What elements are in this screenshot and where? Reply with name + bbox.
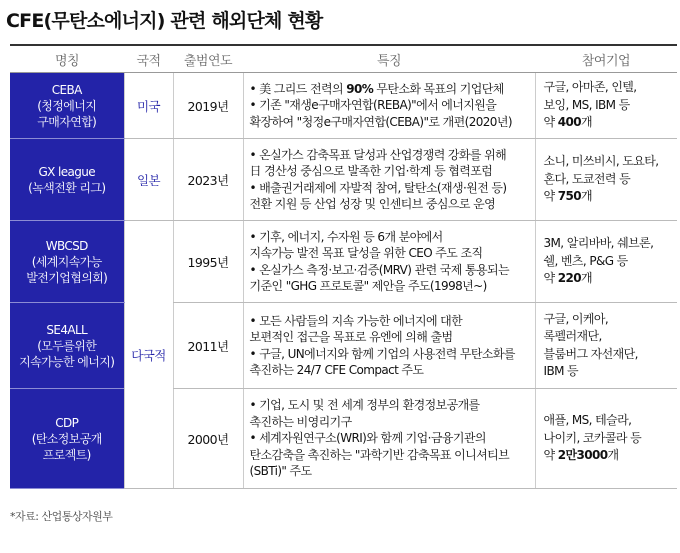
participants-cell — [535, 389, 677, 489]
feature-line — [250, 229, 535, 246]
participant-line-text: IBM 등 — [543, 364, 579, 378]
org-name-cell — [10, 139, 124, 221]
feature-line-text: 무탄소화 목표의 기업단체 — [373, 81, 504, 96]
org-name-cell — [10, 221, 124, 303]
year-cell: 2011년 — [173, 303, 243, 389]
participant-line — [544, 114, 678, 132]
participant-line-text: 약 — [543, 115, 558, 130]
participant-line-text: 나이키, 코카콜라 등 — [543, 430, 642, 445]
participants-cell — [535, 139, 677, 221]
feature-line-text: 지속가능 발전 목표 달성을 위한 CEO 주도 조직 — [249, 246, 483, 260]
feature-line-text: 탄소감축을 촉진하는 "과학기반 감축목표 이니셔티브 — [249, 447, 510, 462]
feature-line-text: 확장하여 "청정e구매자연합(CEBA)"로 개편(2020년) — [249, 114, 512, 129]
feature-line — [250, 81, 535, 98]
feature-line — [250, 262, 535, 279]
table-body — [10, 73, 677, 489]
org-name-line: CDP — [55, 415, 79, 430]
org-name-line: (세계지속가능 — [31, 254, 102, 269]
participant-line-text: 혼다, 도쿄전력 등 — [543, 171, 631, 186]
org-name-line: GX league — [38, 164, 96, 179]
participant-line-text: 3M, 알리바바, 쉐브론, — [543, 236, 654, 251]
participant-line — [544, 253, 678, 271]
org-name-line: 지속가능한 에너지) — [19, 354, 115, 369]
participants-cell — [535, 73, 677, 139]
year-cell: 1995년 — [173, 221, 243, 303]
feature-line-text: • 배출권거래제에 자발적 참여, 탈탄소(재생·원전 등) — [249, 180, 507, 195]
participant-line-text: 750 — [557, 189, 581, 204]
header-participants: 참여기업 — [535, 45, 677, 73]
header-name: 명칭 — [10, 45, 124, 73]
participant-line — [544, 270, 678, 288]
participant-line — [544, 311, 678, 329]
feature-line — [250, 463, 535, 480]
feature-line — [250, 196, 535, 213]
participants-cell — [535, 221, 677, 303]
table-header-row — [10, 45, 677, 73]
participant-line-text: 220 — [557, 271, 581, 286]
header-year: 출범연도 — [173, 45, 243, 73]
org-name-line: (녹색전환 리그) — [28, 180, 106, 195]
source-note: *자료: 산업통상자원부 — [10, 510, 113, 523]
feature-line — [250, 97, 535, 114]
year-cell: 2023년 — [173, 139, 243, 221]
feature-line-text: • 온실가스 감축목표 달성과 산업경쟁력 강화를 위해 — [249, 147, 507, 162]
feature-line-text: • 세계자원연구소(WRI)와 함께 기업·금융기관의 — [249, 431, 486, 446]
participant-line — [544, 346, 678, 364]
feature-line-text: 90% — [346, 81, 374, 96]
feature-line-text: 기준인 "GHG 프로토콜" 제안을 주도(1998년~) — [249, 279, 487, 293]
feature-line-text: • 美 그리드 전력의 — [249, 81, 347, 96]
participant-line-text: 개 — [580, 271, 592, 286]
participant-line — [544, 171, 678, 189]
year-cell: 2000년 — [173, 389, 243, 489]
participant-line — [544, 412, 678, 430]
feature-line-text: 日 경산성 중심으로 발족한 기업·학계 등 협력포럼 — [249, 164, 493, 178]
participant-line-text: 록펠러재단, — [543, 329, 602, 343]
table-row — [10, 389, 677, 489]
feature-line — [250, 313, 535, 330]
participant-line-text: 쉘, 벤츠, P&G 등 — [543, 253, 628, 268]
feature-line-text: • 구글, UN에너지와 함께 기업의 사용전력 무탄소화를 — [249, 346, 515, 361]
country-cell: 일본 — [124, 139, 173, 221]
participant-line — [544, 363, 678, 381]
feature-line — [250, 397, 535, 414]
feature-line — [250, 362, 535, 379]
features-cell — [243, 389, 535, 489]
feature-line — [250, 329, 535, 346]
feature-line — [250, 245, 535, 262]
participant-line — [544, 153, 678, 171]
feature-line — [250, 163, 535, 180]
org-name-cell — [10, 73, 124, 139]
feature-line-text: • 기후, 에너지, 수자원 등 6개 분야에서 — [249, 229, 443, 244]
feature-line-text: • 기업, 도시 및 전 세계 정부의 환경정보공개를 — [249, 398, 480, 413]
participant-line — [544, 328, 678, 346]
header-country: 국적 — [124, 45, 173, 73]
org-name-line: 구매자연합) — [37, 114, 97, 129]
participant-line — [544, 79, 678, 97]
feature-line-text: • 기존 "재생e구매자연합(REBA)"에서 에너지원을 — [249, 98, 497, 113]
feature-line-text: (SBTi)" 주도 — [249, 464, 312, 479]
features-cell — [243, 73, 535, 139]
participant-line-text: 개 — [580, 115, 592, 130]
participant-line — [544, 97, 678, 115]
org-name-line: 프로젝트) — [42, 447, 91, 462]
features-cell — [243, 303, 535, 389]
participants-cell — [535, 303, 677, 389]
participant-line-text: 애플, MS, 테슬라, — [543, 413, 632, 428]
participant-line-text: 개 — [580, 189, 592, 204]
org-name-line: (모두를위한 — [37, 338, 97, 353]
table-row — [10, 73, 677, 139]
table-row — [10, 139, 677, 221]
table-row — [10, 303, 677, 389]
page-title: CFE(무탄소에너지) 관련 해외단체 현황 — [6, 10, 323, 32]
org-name-line: SE4ALL — [46, 322, 88, 337]
features-cell — [243, 139, 535, 221]
participant-line-text: 블룸버그 자선재단, — [543, 346, 638, 361]
feature-line — [250, 278, 535, 295]
country-cell: 미국 — [124, 73, 173, 139]
org-name-cell — [10, 389, 124, 489]
participant-line-text: 약 — [543, 271, 558, 286]
feature-line — [250, 414, 535, 431]
org-name-line: (청정에너지 — [37, 98, 97, 113]
participant-line — [544, 188, 678, 206]
feature-line-text: 전환 지원 등 산업 성장 및 인센티브 중심으로 운영 — [249, 197, 496, 211]
org-name-line: 발전기업협의회) — [26, 270, 108, 285]
feature-line — [250, 180, 535, 197]
feature-line — [250, 447, 535, 464]
participant-line — [544, 430, 678, 448]
feature-line — [250, 346, 535, 363]
feature-line-text: 보편적인 접근을 목표로 유엔에 의해 출범 — [249, 330, 453, 344]
features-cell — [243, 221, 535, 303]
header-features: 특징 — [243, 45, 535, 73]
participant-line — [544, 447, 678, 465]
org-name-line: WBCSD — [45, 238, 88, 253]
organizations-table — [10, 44, 677, 489]
table-row — [10, 221, 677, 303]
participant-line-text: 구글, 이케아, — [543, 311, 609, 326]
feature-line-text: • 모든 사람들의 지속 가능한 에너지에 대한 — [249, 313, 463, 328]
participant-line-text: 소니, 미쓰비시, 도요타, — [543, 154, 659, 169]
feature-line — [250, 430, 535, 447]
participant-line-text: 보잉, MS, IBM 등 — [543, 97, 630, 112]
feature-line — [250, 114, 535, 131]
participant-line-text: 구글, 아마존, 인텔, — [543, 80, 637, 95]
org-name-line: (탄소정보공개 — [31, 431, 102, 446]
country-cell: 다국적 — [124, 221, 173, 489]
feature-line-text: • 온실가스 측정·보고·검증(MRV) 관련 국제 통용되는 — [249, 262, 509, 277]
org-name-cell — [10, 303, 124, 389]
year-cell: 2019년 — [173, 73, 243, 139]
feature-line-text: 촉진하는 24/7 CFE Compact 주도 — [249, 363, 424, 377]
participant-line — [544, 235, 678, 253]
participant-line-text: 400 — [557, 115, 581, 130]
org-name-line: CEBA — [51, 82, 82, 97]
participant-line-text: 2만3000 — [557, 448, 608, 463]
feature-line — [250, 147, 535, 164]
participant-line-text: 개 — [607, 448, 619, 463]
participant-line-text: 약 — [543, 448, 558, 463]
participant-line-text: 약 — [543, 189, 558, 204]
feature-line-text: 촉진하는 비영리기구 — [249, 414, 352, 429]
